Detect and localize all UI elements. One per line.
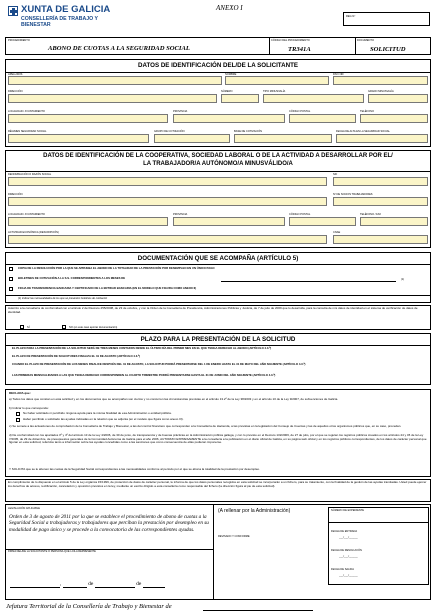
exit-date-blank[interactable]: ___/___/______ bbox=[339, 574, 358, 577]
company-section-title: DATOS DE IDENTIFICACIÓN DE LA COOPERATIVA, SOCIEDAD LABORAL O DE LA ACTIVIDAD A DESARROLLAR POR EL/ bbox=[43, 153, 393, 159]
authorization-box: Autorizo a la consellería de conformidad con el artículo 2 del Decreto 255/2008, de 23 de octubre, y con la Orden de la Consellería de Presidencia, Administraciones Públicas y Justicia, de 7 de julio de 2009 que lo desarrolla, para la consulta de mis datos de identidad en el sistema de verificación de datos de identidad. SÍ NO (en este caso aportar documentación) bbox=[5, 305, 431, 330]
data-protection-box: En cumplimiento de lo dispuesto en el artículo 5 de la Ley orgánica 15/1999, de protección de datos de carácter personal, le informa de que los datos personales recogidos en esta solicitud se incorporarán a un fichero, para su tratamiento, con la finalidad de la gestión de las ayudas tramitadas. Usted puede ejercer los derechos de acceso, rectificación, cancelación y oposición previstos en la ley, mediante un escrito dirigido a esta consellería como responsable del fichero (la dirección figura al pie de esta solicitud). bbox=[5, 479, 431, 502]
ss-regime-field[interactable] bbox=[8, 134, 149, 143]
applicant-section: DATOS DE IDENTIFICACIÓN DEL/DE LA SOLICITANTE APELLIDOS NOMBRE DNI / NIF DIRECCIÓN NÚMERO TIPO MINUSVALÍA GRADO MINUSVALÍA LOCALIDAD / AYUNTAMIENTO PROVINCIA CÓDIGO POSTAL TELÉFONO RÉGIMEN SEGURIDAD SOCIAL GRUPO DE COTIZACIÓN BASE DE COTIZACIÓN FECHA DE ALTA EN LA SEGURIDAD SOCIAL bbox=[5, 59, 431, 147]
procedure-title: ABONO DE CUOTAS A LA SEGURIDAD SOCIAL bbox=[48, 45, 190, 52]
dept-line1: CONSELLERÍA DE TRABAJO Y bbox=[21, 16, 98, 22]
company-postal-code-field[interactable] bbox=[289, 217, 356, 226]
postal-code-field[interactable] bbox=[289, 114, 356, 123]
procedure-code: TR341A bbox=[288, 46, 311, 53]
company-locality-field[interactable] bbox=[8, 217, 168, 226]
address-field[interactable] bbox=[8, 94, 217, 103]
footer-box: LEGISLACIÓN APLICABLE Orden de 3 de agosto de 2011 por la que se establece el procedimiento de abono de cuotas a la Seguridad Social a trabajadoras y trabajadores que perciban la prestación por desempleo en su modalidad de pago único y se procede a la convocatoria de las correspondientes ayudas. FIRMA DEL/DE LA SOLICITANTE O PERSONA QUE LO/LA REPRESENTE , de de (A rellenar por la Administración) REVISADO Y CONFORME NÚMERO DE EXPEDIENTE FECHA DE ENTRADA ___/___/______ FECHA DE RESOLUCIÓN ___/___/______ FECHA DE SALIDA ___/___/______ bbox=[5, 504, 431, 600]
declaration-b1-checkbox[interactable] bbox=[16, 412, 20, 416]
recipient-line: Jefatura Territorial de la Consellería de Trabajo y Bienestar de bbox=[6, 603, 172, 610]
doc-checkbox-1[interactable] bbox=[9, 267, 13, 271]
auth-no-checkbox[interactable] bbox=[62, 325, 66, 329]
company-section-subtitle: LA TRABAJADOR/A AUTÓNOMO/A MINUSVÁLIDO/A bbox=[143, 161, 293, 167]
company-name-field[interactable] bbox=[8, 177, 327, 186]
entry-date-blank[interactable]: ___/___/______ bbox=[339, 536, 358, 539]
ss-start-date-field[interactable] bbox=[336, 134, 428, 143]
company-phone-field[interactable] bbox=[360, 217, 428, 226]
dept-line2: BIENESTAR bbox=[21, 22, 51, 28]
documents-section: DOCUMENTACIÓN QUE SE ACOMPAÑA (ARTÍCULO 5) COPIA DE LA RESOLUCIÓN POR LA QUE SE APRUEBA EL ABONO DE LA TOTALIDAD DE LA PRESTACIÓN POR DESEMPLEO EN UN ÚNICO PAGO BOLETINES DE COTIZACIÓN A LA S.S. CORRESPONDIENTES A LOS MESES DE (1) FICHA DE TRANSFERENCIA BANCARIA Y CERTIFICADO DE LA ENTIDAD BANCARIA (EN EL MODELO QUE FIGURA COMO ANEXO II) (1) Indicar las mensualidades de los que se presenten boletines de cotización bbox=[5, 252, 431, 303]
org-name: XUNTA DE GALICIA bbox=[21, 4, 111, 15]
worker-partners-field[interactable] bbox=[333, 197, 428, 206]
signature-date-line[interactable]: , de de bbox=[10, 581, 210, 588]
authorization-text: Autorizo a la consellería de conformidad con el artículo 2 del Decreto 255/2008, de 23 de octubre, y con la Orden de la Consellería de Presidencia, Administraciones Públicas y Justicia, de 7 de julio de 2009 que lo desarrolla, para la consulta de mis datos de identidad en el sistema de verificación de datos de identidad. bbox=[8, 306, 418, 314]
company-nif-field[interactable] bbox=[333, 177, 428, 186]
resolution-date-blank[interactable]: ___/___/______ bbox=[339, 555, 358, 558]
company-address-field[interactable] bbox=[8, 197, 327, 206]
company-province-field[interactable] bbox=[173, 217, 285, 226]
registry-box[interactable]: REG Nº bbox=[343, 12, 430, 26]
documents-title: DOCUMENTACIÓN QUE SE ACOMPAÑA (ARTÍCULO 5) bbox=[137, 255, 299, 262]
admin-title: (A rellenar por la Administración) bbox=[218, 508, 291, 514]
contribution-group-field[interactable] bbox=[154, 134, 230, 143]
applicant-section-title: DATOS DE IDENTIFICACIÓN DEL/DE LA SOLICITANTE bbox=[138, 62, 298, 69]
annex-label: ANEXO I bbox=[216, 4, 243, 12]
procedure-box: PROCEDIMIENTO ABONO DE CUOTAS A LA SEGURIDAD SOCIAL CÓDIGO DEL PROCEDIMIENTO TR341A DOCUMENTO SOLICITUD bbox=[5, 37, 431, 55]
surname-field[interactable] bbox=[8, 76, 222, 85]
legislation-text: Orden de 3 de agosto de 2011 por la que se establece el procedimiento de abono de cuotas a la Seguridad Social a trabajadoras y trabajadores que perciban la prestación por desempleo en su modalidad de pago único y se procede a la convocatoria de las correspondientes ayudas. bbox=[9, 514, 209, 533]
disability-degree-field[interactable] bbox=[368, 94, 428, 103]
phone-field[interactable] bbox=[360, 114, 428, 123]
province-field[interactable] bbox=[173, 114, 285, 123]
declaration-section: DECLARA que: a) Todos los datos que constan en esta solicitud y en los documentos que se acompañan son ciertos y no concurren las circunstancias previstas en el artículo 13.2º de la Ley 38/2003 y en el artículo 10 de la Ley 9/2007, de subvenciones de Galicia. b) Indicar lo que corresponde: No haber solicitado ni percibido ninguna ayuda para la misma finalidad de esa Administración o entidad pública. Haber percibido o solicitado las ayudas indicadas en la relación que se adjunta (en el modelo que figura como anexo III). c) Se somete a las actuaciones de comprobación de la Consellería de Trabajo y Bienestar, a las del control financiero que corresponden a la Consellería de Hacienda, a las previstas en la legislación del Consejo de Cuentas y las de aquellos otros organismos públicos que, en su caso, procedan. d) De conformidad con los apartados 3º y 4º del artículo 13 de la Ley 4/2006, de 30 de junio, de transparencia y de buenas prácticas en la Administración pública gallega, y con lo previsto en el Decreto 132/2006, de 27 de julio, por el que se regulan los registros públicos creados en los artículos 44 y 45 de la Ley 7/2005, de 29 de diciembre, de presupuestos generales de la Comunidad Autónoma de Galicia para el año 2006, AUTORIZO EXPRESAMENTE a la consellería a la publicación en el diario oficial de Galicia, en su página web oficial y en los registros públicos correspondientes, de los datos de carácter personal que figuran en esta solicitud, referidos tanto a información sobre las ayudas concedidas como a las sanciones que como consecuencia de ellas pudieran imponerse. Y SOLICITA que se le abonen las cuotas de la Seguridad Social correspondientes a las mensualidades conforme al período por el que se abona la totalidad de la prestación por desempleo. bbox=[5, 389, 431, 477]
doc-checkbox-2[interactable] bbox=[9, 277, 13, 281]
name-field[interactable] bbox=[225, 76, 329, 85]
deadline-section: PLAZO PARA LA PRESENTACIÓN DE LA SOLICITUD EL PLAZO PARA LA PRESENTACIÓN DE LA SOLICITUD SERÁ DE TRES MESES CONTADOS DESDE EL ÚLTIMO DÍA DEL PRIMER MES EN EL QUE TENGA DERECHO AL ABONO (ARTÍCULO 4.3.ª) EL PLAZO DE PRESENTACIÓN DE SOLICITUDES FINALIZA EL 31 DE AGOSTO (ARTÍCULO 4.3.ª) CUANDO EL PLAZO DE PRESENTACIÓN DE LOS MESES FINALICE DESPUÉS DEL 31 DE AGOSTO, LA SOLICITUD PODRÁ PRESENTARSE DEL 1 DE ENERO HASTA EL 31 DE MAYO DEL AÑO SIGUIENTE (ARTÍCULO 4.3.ª) LAS PRIMERAS MENSUALIDADES A LAS QUE TENGA DERECHO CORRESPONDEN AL CUARTO TRIMESTRE PODRÁ PRESENTARSE HASTA EL 31 DE JUNIO DEL AÑO SIGUIENTE (ARTÍCULO 4.3.ª) bbox=[5, 333, 431, 385]
company-section: DATOS DE IDENTIFICACIÓN DE LA COOPERATIVA, SOCIEDAD LABORAL O DE LA ACTIVIDAD A DESARROLLAR POR EL/ LA TRABAJADOR/A AUTÓNOMO/A MINUSVÁLIDO/A DENOMINACIÓN O RAZÓN SOCIAL NIF DIRECCIÓN Nº DE SOCIOS TRABAJADORES LOCALIDAD / AYUNTAMIENTO PROVINCIA CÓDIGO POSTAL TELÉFONO / FAX ACTIVIDAD ECONÓMICA (DESCRIPCIÓN) CNAE bbox=[5, 150, 431, 248]
locality-field[interactable] bbox=[8, 114, 168, 123]
doc-checkbox-3[interactable] bbox=[9, 287, 13, 291]
economic-activity-field[interactable] bbox=[8, 235, 327, 244]
dni-field[interactable] bbox=[333, 76, 428, 85]
number-field[interactable] bbox=[221, 94, 259, 103]
contribution-base-field[interactable] bbox=[234, 134, 332, 143]
disability-type-field[interactable] bbox=[263, 94, 364, 103]
document-type: SOLICITUD bbox=[370, 46, 406, 53]
deadline-title: PLAZO PARA LA PRESENTACIÓN DE LA SOLICITUD bbox=[140, 336, 296, 343]
xunta-logo bbox=[8, 6, 18, 16]
auth-yes-checkbox[interactable] bbox=[20, 325, 24, 329]
declaration-b2-checkbox[interactable] bbox=[16, 418, 20, 422]
admin-expedient-box: NÚMERO DE EXPEDIENTE FECHA DE ENTRADA ___/___/______ FECHA DE RESOLUCIÓN ___/___/______ FECHA DE SALIDA ___/___/______ bbox=[328, 507, 429, 585]
cnae-field[interactable] bbox=[333, 235, 428, 244]
